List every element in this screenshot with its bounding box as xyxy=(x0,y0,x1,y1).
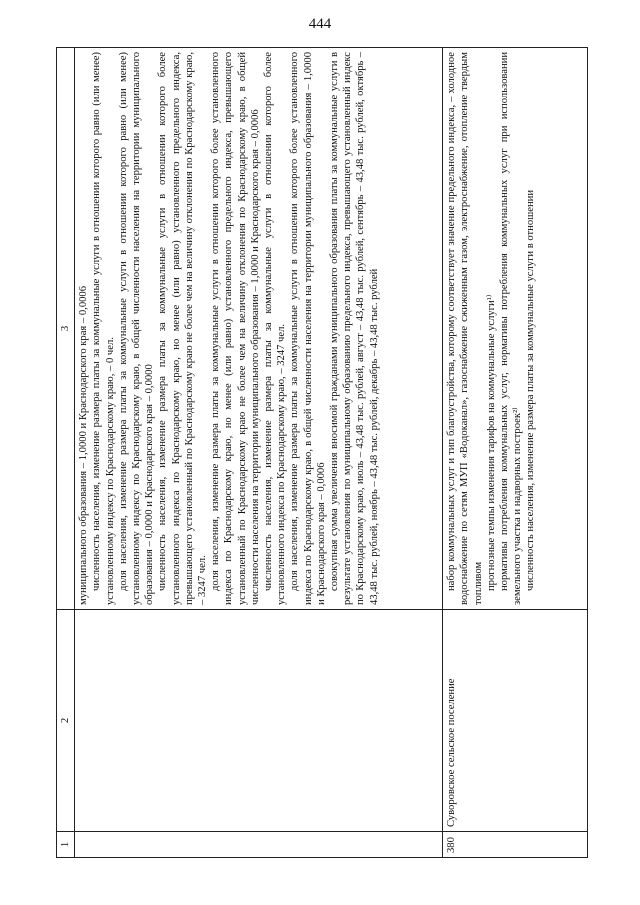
indicator-paragraph: прогнозные темпы изменения тарифов на коммунальные услуги¹⁾ xyxy=(485,294,497,591)
indicator-paragraph: муниципального образования – 1,0000 и Краснодарского края – 0,0006 xyxy=(78,285,90,605)
indicators-cell xyxy=(75,48,443,610)
rotated-table-wrapper xyxy=(56,48,588,858)
indicator-paragraph: совокупная сумма увеличения вносимой гражданами муниципального образования платы за коммунальные услуги в результате установления по муниципальному образованию предельного индекса, превышающего установленный индекс по Краснодарскому краю, июль – 43,48 тыс. рублей, август – 43,48 тыс. рублей, сентябрь – 43,48 тыс. рублей, октябрь – 43,48 тыс. рублей, ноябрь – 43,48 тыс. рублей, декабрь – 43,48 тыс. рублей xyxy=(329,52,380,605)
header-col-1: 1 xyxy=(57,832,75,858)
indicator-paragraph: численность населения, изменение размера платы за коммунальные услуги в отношении xyxy=(525,189,537,591)
indicator-paragraph: доля населения, изменение размера платы за коммунальные услуги в отношении которого более установленного индекса по Краснодарскому краю, в общей численности населения на территории муниципального образования – 1,0000 и Краснодарского края – 0,0006 xyxy=(289,52,327,605)
table-row-380 xyxy=(443,48,588,858)
page-number: 444 xyxy=(308,16,332,32)
indicator-paragraph: нормативы потребления коммунальных услуг, нормативы потребления коммунальных услуг при использовании земельного участка и надворных построек²⁾ xyxy=(499,52,524,605)
indicator-paragraph: численность населения, изменение размера платы за коммунальные услуги в отношении которого более установленного индекса по Краснодарскому краю, но менее (или равно) установленного предельного индекса, превышающего установленный по Краснодарскому краю не более чем на величину отклонения по Краснодарскому краю, – 3247 чел. xyxy=(157,52,209,605)
tariff-table xyxy=(56,47,588,858)
indicator-paragraph: доля населения, изменение размера платы за коммунальные услуги в отношении которого равно (или менее) установленному индексу по Краснодарскому краю, в общей численности населения на территории муниципального образования – 0,0000 и Краснодарского края – 0,0000 xyxy=(117,52,156,605)
indicator-paragraph: численность населения, изменение размера платы за коммунальные услуги в отношении которого равно (или менее) установленному индексу по Краснодарскому краю, – 0 чел. xyxy=(91,52,116,605)
table-header-row xyxy=(57,48,75,858)
row-number-cell xyxy=(75,832,443,858)
header-col-3: 3 xyxy=(57,48,75,610)
indicator-paragraph: численность населения, изменение размера платы за коммунальные услуги в отношении которого более установленного индекса по Краснодарскому краю, – 3247 чел. xyxy=(263,52,288,605)
indicators-cell xyxy=(443,48,588,610)
table-row-continuation xyxy=(75,48,443,858)
header-col-2: 2 xyxy=(57,610,75,832)
settlement-name-cell xyxy=(75,610,443,832)
indicator-paragraph: набор коммунальных услуг и тип благоустройства, которому соответствует значение предельного индекса, – холодное водоснабжение по сетям МУП «Водоканал», газоснабжение сжиженным газом, электроснабжение, отопление твердым топливом xyxy=(446,52,484,605)
row-number-cell: 380 xyxy=(443,832,588,858)
settlement-name-cell: Суворовское сельское поселение xyxy=(443,610,588,832)
indicator-paragraph: доля населения, изменение размера платы за коммунальные услуги в отношении которого более установленного индекса по Краснодарскому краю, но менее (или равно) установленного предельного индекса, превышающего установленный по Краснодарскому краю не более чем на величину отклонения по Краснодарскому краю, в общей численности населения на территории муниципального образования – 1,0000 и Краснодарского края – 0,0006 xyxy=(210,52,261,605)
